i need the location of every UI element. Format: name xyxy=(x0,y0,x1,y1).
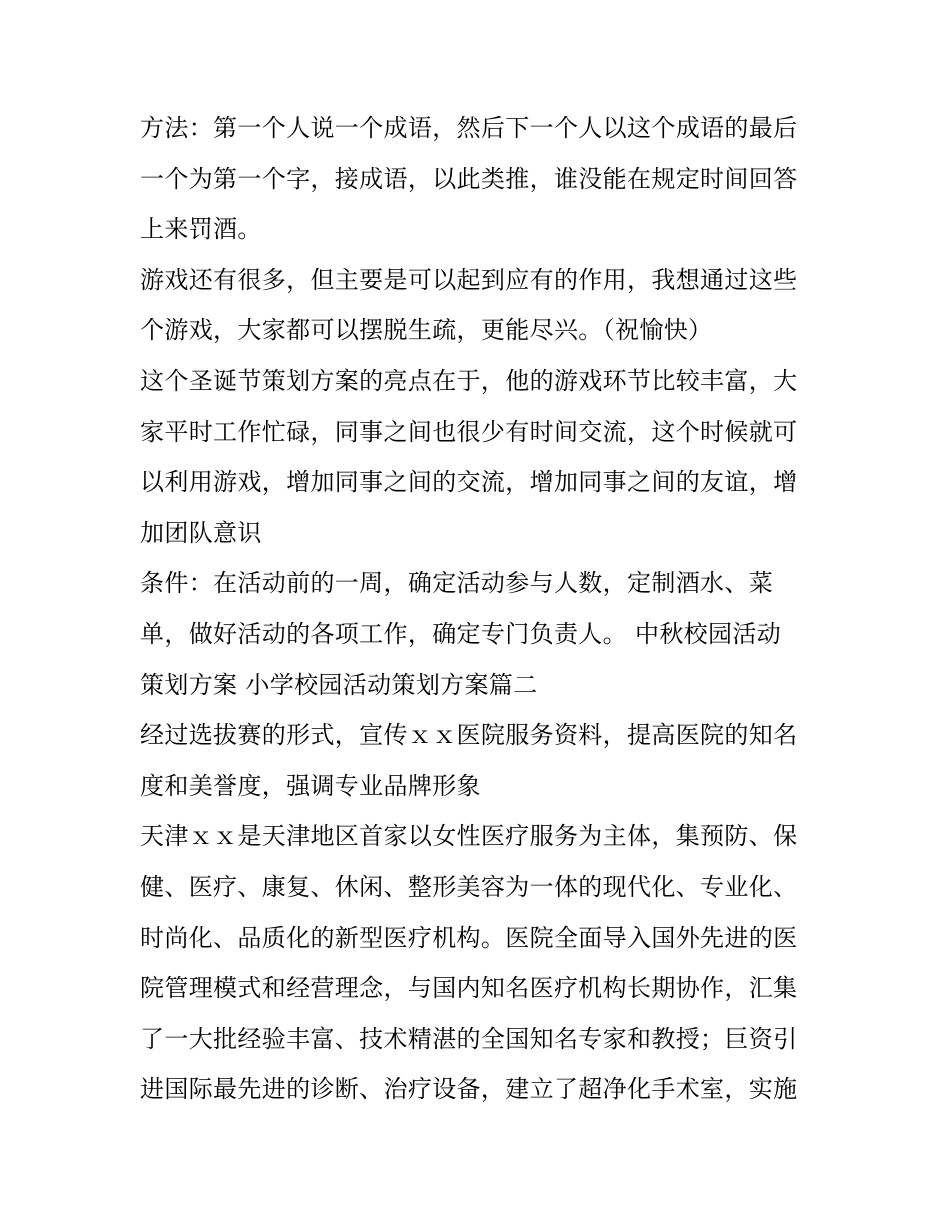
text-line: 策划方案 小学校园活动策划方案篇二 xyxy=(140,670,538,699)
text-line: 院管理模式和经营理念，与国内知名医疗机构长期协作，汇集 xyxy=(140,974,798,1003)
text-line: 个游戏，大家都可以摆脱生疏，更能尽兴。（祝愉快） xyxy=(140,316,713,345)
text-line: 方法：第一个人说一个成语，然后下一个人以这个成语的最后 xyxy=(140,114,798,142)
text-line: 家平时工作忙碌，同事之间也很少有时间交流，这个时候就可 xyxy=(140,417,798,446)
text-line: 度和美誉度，强调专业品牌形象 xyxy=(140,771,481,800)
text-line: 天津ｘｘ是天津地区首家以女性医疗服务为主体，集预防、保 xyxy=(140,822,798,851)
text-line: 经过选拔赛的形式，宣传ｘｘ医院服务资料，提高医院的知名 xyxy=(140,721,798,750)
document-body xyxy=(140,103,812,1115)
text-line: 游戏还有很多，但主要是可以起到应有的作用，我想通过这些 xyxy=(140,265,798,294)
text-line: 了一大批经验丰富、技术精湛的全国知名专家和教授；巨资引 xyxy=(140,1024,798,1053)
text-line: 进国际最先进的诊断、治疗设备，建立了超净化手术室，实施 xyxy=(140,1075,798,1104)
text-line: 条件：在活动前的一周，确定活动参与人数，定制酒水、菜 xyxy=(140,569,774,598)
text-line: 上来罚酒。 xyxy=(140,215,262,244)
text-line: 单，做好活动的各项工作，确定专门负责人。 中秋校园活动 xyxy=(140,619,782,648)
text-line: 以利用游戏，增加同事之间的交流，增加同事之间的友谊，增 xyxy=(140,468,798,497)
text-line: 加团队意识 xyxy=(140,518,262,547)
text-line: 健、医疗、康复、休闲、整形美容为一体的现代化、专业化、 xyxy=(140,872,798,901)
text-line: 一个为第一个字，接成语，以此类推，谁没能在规定时间回答 xyxy=(140,164,798,193)
text-line: 时尚化、品质化的新型医疗机构。医院全面导入国外先进的医 xyxy=(140,923,798,952)
text-line: 这个圣诞节策划方案的亮点在于，他的游戏环节比较丰富，大 xyxy=(140,366,798,395)
